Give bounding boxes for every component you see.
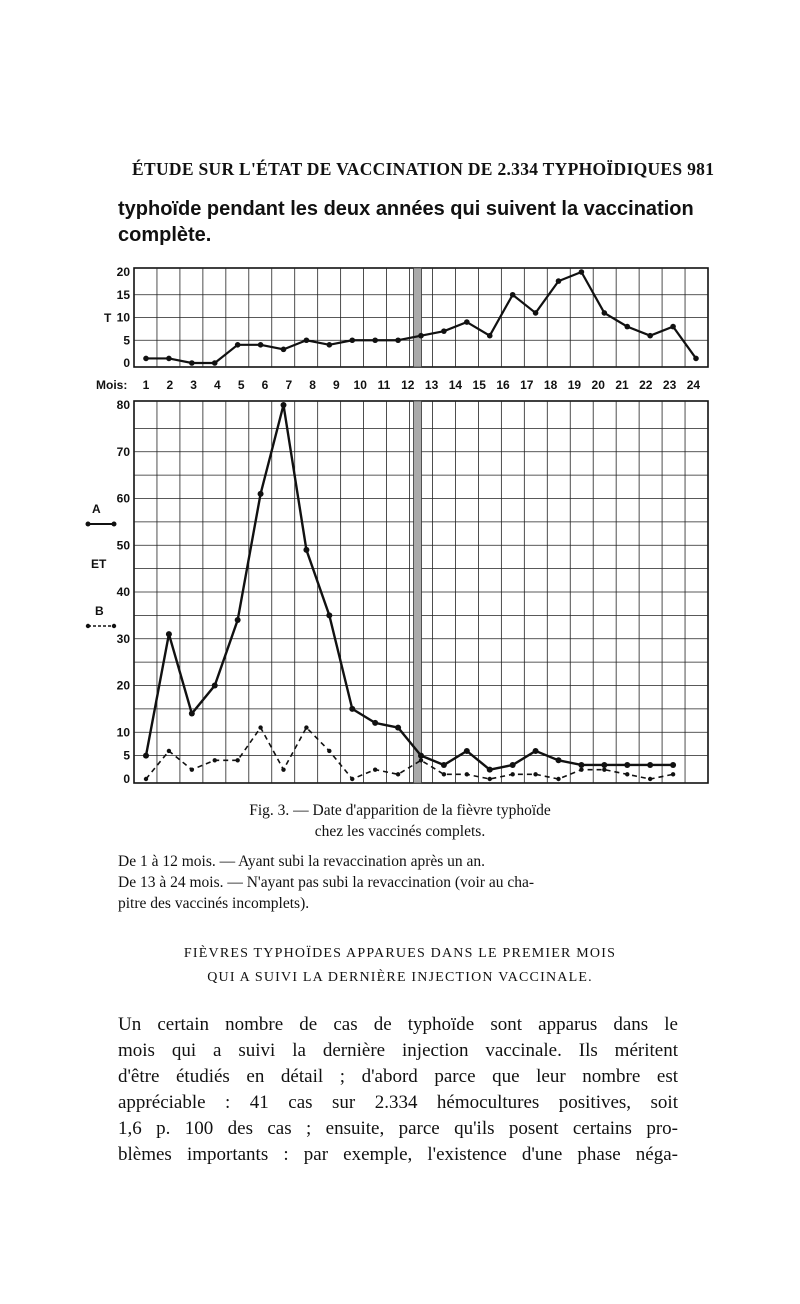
y-tick-label: 5 [123,333,130,348]
x-tick-label: 15 [472,378,486,392]
top-data-point [647,333,653,339]
series-a-point [464,748,470,754]
series-b-point [350,777,354,781]
series-b-point [602,767,606,771]
y-tick-label: 50 [116,538,130,553]
x-tick-label: 10 [353,378,367,392]
top-data-point [556,278,562,284]
top-data-point [349,337,355,343]
series-b-point [671,772,675,776]
top-data-point [189,360,195,366]
series-b-point [510,772,514,776]
legend-line: pitre des vaccinés incomplets). [118,895,310,912]
top-data-point [487,333,493,339]
series-a-point [418,753,424,759]
series-a-point [258,491,264,497]
x-tick-label: 2 [166,378,174,392]
y-tick-label: 15 [116,287,130,302]
body-line: Un certain nombre de cas de typhoïde sont apparus dans le [118,1014,678,1035]
body-line: appréciable : 41 cas sur 2.334 hémocultures positives, soit [118,1092,678,1113]
top-data-point [212,360,218,366]
series-a-point [578,762,584,768]
y-tick-label: 70 [116,444,130,459]
series-b-point [579,767,583,771]
series-b-point [465,772,469,776]
x-tick-label: 14 [448,378,463,392]
series-a-point [601,762,607,768]
x-tick-label: 7 [285,378,293,392]
top-data-point [510,292,516,298]
y-tick-label: 20 [116,265,130,279]
series-a-point [166,631,172,637]
legend-b-marker [86,624,90,628]
series-a-point [303,547,309,553]
top-data-point [464,319,470,325]
x-tick-label: 18 [543,378,558,392]
section-title-line: FIÈVRES TYPHOÏDES APPARUES DANS LE PREMIER MOIS [183,946,617,961]
x-tick-label: 24 [686,378,701,392]
series-a-point [647,762,653,768]
legend-a-marker [112,522,117,527]
x-tick-label: 5 [237,378,245,392]
series-a-point [189,711,195,717]
legend-a-marker [86,522,91,527]
series-a-point [510,762,516,768]
series-a-point [624,762,630,768]
y-tick-label: 30 [116,631,130,646]
series-b-point [625,772,629,776]
series-a-point [143,753,149,759]
series-b-point [144,777,148,781]
figure-legend-text [118,851,678,914]
top-data-point [143,356,149,362]
top-data-point [395,337,401,343]
series-b-point [190,767,194,771]
x-tick-label: 3 [190,378,197,392]
running-header: ÉTUDE SUR L'ÉTAT DE VACCINATION DE 2.334 TYPHOÏDIQUES 981 [132,159,715,179]
legend-a-label: A [92,502,101,516]
series-b-point [419,758,423,762]
x-tick-label: 19 [567,378,582,392]
series-b-point [373,767,377,771]
x-tick-label: 9 [333,378,340,392]
y-tick-label: 10 [116,310,130,325]
series-b-point [304,725,308,729]
x-tick-label: 20 [591,378,605,392]
series-a-point [212,683,218,689]
top-data-point [372,337,378,343]
y-tick-label: 40 [116,585,130,599]
series-b-point [258,725,262,729]
section-title-line: QUI A SUIVI LA DERNIÈRE INJECTION VACCINALE. [207,970,593,985]
top-data-point [418,333,424,339]
series-a-point [556,757,562,763]
series-b-point [442,772,446,776]
x-tick-label: 21 [615,378,629,392]
series-a-point [441,762,447,768]
top-data-point [602,310,608,316]
series-b-point [396,772,400,776]
caption-line: Fig. 3. — Date d'apparition de la fièvre typhoïde [249,802,551,819]
x-tick-label: 12 [401,378,415,392]
top-data-point [235,342,241,348]
body-line: 1,6 p. 100 des cas ; ensuite, parce qu'ils posent certains pro- [118,1118,678,1139]
y-tick-label: 5 [123,748,130,763]
y-tick-label: 0 [123,772,130,786]
series-b-point [235,758,239,762]
x-tick-label: 23 [662,378,677,392]
body-line: d'être étudiés en détail ; d'abord parce que leur nombre est [118,1066,678,1087]
legend-line: De 1 à 12 mois. — Ayant subi la revaccination après un an. [118,853,486,870]
top-data-point [693,356,699,362]
y-tick-label: 80 [116,398,130,412]
caption-line: chez les vaccinés complets. [314,823,486,840]
legend-line: De 13 à 24 mois. — N'ayant pas subi la revaccination (voir au cha- [118,874,534,891]
series-b-point [648,777,652,781]
series-a-point [235,617,241,623]
body-paragraph [118,1012,678,1168]
x-axis-label: Mois: [96,378,128,392]
top-data-point [166,356,172,362]
series-b-point [533,772,537,776]
x-tick-label: 13 [424,378,439,392]
x-tick-label: 16 [496,378,510,392]
series-b-point [556,777,560,781]
y-tick-label: 10 [116,725,130,740]
figure-caption [120,800,680,842]
series-b-point [213,758,217,762]
top-data-point [281,347,287,353]
series-b-point [327,749,331,753]
top-data-point [533,310,539,316]
top-data-point [624,324,630,330]
series-b-point [488,777,492,781]
legend-conjunction: ET [91,557,107,571]
series-b-point [167,749,171,753]
intro-line: typhoïde pendant les deux années qui suivent la vaccination [118,198,694,220]
top-data-point [258,342,264,348]
series-a-point [395,725,401,731]
x-tick-label: 17 [520,378,534,392]
revaccination-divider [414,268,422,367]
y-tick-label: 60 [116,491,130,506]
y-tick-label: 0 [123,356,130,370]
series-a-point [372,720,378,726]
series-a-point [670,762,676,768]
x-tick-label: 1 [142,378,150,392]
y-tick-label: 20 [116,678,130,693]
top-data-point [327,342,333,348]
top-data-point [304,337,310,343]
series-a-point [533,748,539,754]
revaccination-divider [414,401,422,783]
x-tick-label: 8 [309,378,316,392]
legend-b-marker [112,624,116,628]
body-line: blèmes importants : par exemple, l'existence d'une phase néga- [118,1144,678,1165]
x-tick-label: 11 [377,378,391,392]
section-title [120,942,680,990]
series-b-point [281,767,285,771]
y-axis-label: T [104,311,112,325]
series-a-point [326,612,332,618]
top-data-point [670,324,676,330]
intro-line: complète. [118,224,212,246]
top-data-point [441,328,447,334]
series-a-point [281,402,287,408]
series-a-point [487,767,493,773]
x-tick-label: 4 [214,378,221,392]
legend-b-label: B [95,604,104,618]
x-tick-label: 6 [261,378,269,392]
top-data-point [579,269,585,275]
x-tick-label: 22 [639,378,653,392]
body-line: mois qui a suivi la dernière injection vaccinale. Ils méritent [118,1040,678,1061]
series-a-point [349,706,355,712]
